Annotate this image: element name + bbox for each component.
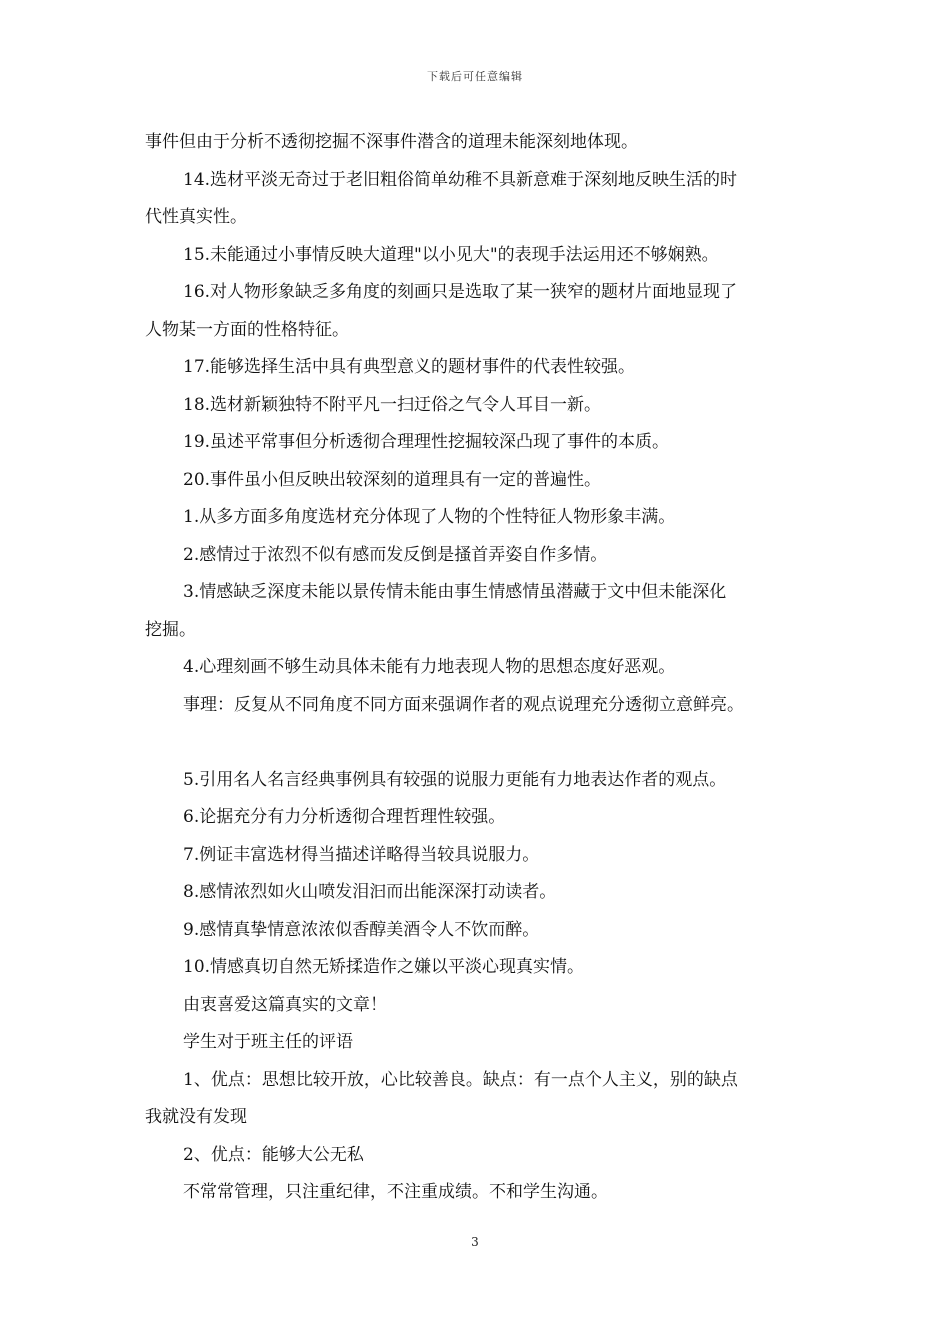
text-line: 16.对人物形象缺乏多角度的刻画只是选取了某一狭窄的题材片面地显现了 (183, 282, 738, 302)
text-line: 事理：反复从不同角度不同方面来强调作者的观点说理充分透彻立意鲜亮。 (183, 694, 744, 715)
text-line: 5.引用名人名言经典事例具有较强的说服力更能有力地表达作者的观点。 (183, 769, 727, 790)
text-line: 14.选材平淡无奇过于老旧粗俗简单幼稚不具新意难于深刻地反映生活的时 (183, 169, 738, 190)
text-line: 1.从多方面多角度选材充分体现了人物的个性特征人物形象丰满。 (183, 507, 676, 527)
text-line: 人物某一方面的性格特征。 (145, 319, 349, 340)
page-header: 下载后可任意编辑 (427, 70, 523, 83)
text-line: 1、优点：思想比较开放，心比较善良。缺点：有一点个人主义，别的缺点 (183, 1069, 738, 1090)
text-line: 3.情感缺乏深度未能以景传情未能由事生情感情虽潜藏于文中但未能深化 (183, 582, 727, 602)
text-line: 由衷喜爱这篇真实的文章！ (183, 994, 387, 1015)
text-line: 代性真实性。 (145, 207, 247, 227)
text-line: 9.感情真挚情意浓浓似香醇美酒令人不饮而醉。 (183, 919, 540, 940)
text-line: 17.能够选择生活中具有典型意义的题材事件的代表性较强。 (183, 357, 636, 377)
text-line: 事件但由于分析不透彻挖掘不深事件潜含的道理未能深刻地体现。 (145, 132, 638, 152)
blank-line (145, 724, 821, 762)
text-line: 挖掘。 (145, 619, 196, 640)
section-title: 学生对于班主任的评语 (183, 1032, 353, 1052)
text-line: 7.例证丰富选材得当描述详略得当较具说服力。 (183, 844, 540, 865)
page-number: 3 (471, 1235, 479, 1249)
text-line: 2.感情过于浓烈不似有感而发反倒是搔首弄姿自作多情。 (183, 544, 608, 565)
text-line: 2、优点：能够大公无私 (183, 1144, 364, 1165)
text-line: 不常常管理，只注重纪律，不注重成绩。不和学生沟通。 (183, 1182, 608, 1202)
document-body (145, 124, 821, 1212)
text-line: 15.未能通过小事情反映大道理"以小见大"的表现手法运用还不够娴熟。 (183, 244, 719, 265)
text-line: 4.心理刻画不够生动具体未能有力地表现人物的思想态度好恶观。 (183, 657, 676, 677)
text-line: 6.论据充分有力分析透彻合理哲理性较强。 (183, 807, 506, 827)
text-line: 10.情感真切自然无矫揉造作之嫌以平淡心现真实情。 (183, 957, 585, 977)
text-line: 8.感情浓烈如火山喷发泪汩而出能深深打动读者。 (183, 882, 557, 902)
text-line: 19.虽述平常事但分析透彻合理理性挖掘较深凸现了事件的本质。 (183, 432, 670, 452)
text-line: 我就没有发现 (145, 1107, 247, 1127)
text-line: 20.事件虽小但反映出较深刻的道理具有一定的普遍性。 (183, 469, 602, 490)
text-line: 18.选材新颖独特不附平凡一扫迂俗之气令人耳目一新。 (183, 394, 602, 415)
